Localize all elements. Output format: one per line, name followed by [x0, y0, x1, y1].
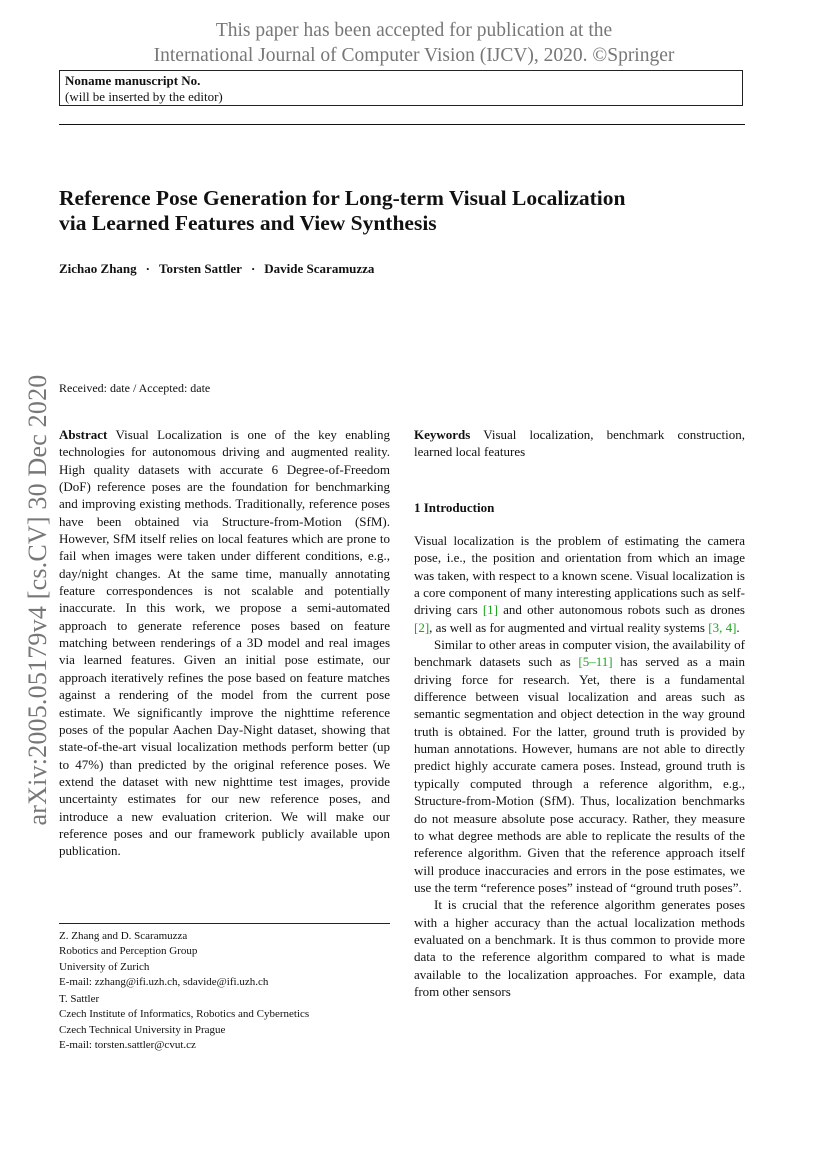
paper-title-line-2: via Learned Features and View Synthesis	[59, 211, 437, 235]
abstract-paragraph	[59, 426, 390, 860]
intro-text: Visual localization is the problem of estimating the camera pose, i.e., the position and orientation from which an image was taken, with respect to a known scene. Visual localization is a core component of many interesting applications such as self-driving cars	[414, 533, 745, 618]
author-separator: ·	[250, 261, 256, 276]
affiliation-block-2	[59, 992, 390, 1054]
arxiv-stamp-text: arXiv:2005.05179v4 [cs.CV] 30 Dec 2020	[23, 374, 52, 826]
author-list	[59, 261, 374, 277]
manuscript-box	[59, 70, 743, 106]
manuscript-subtitle: (will be inserted by the editor)	[65, 89, 223, 104]
intro-text: has served as a main driving force for research. Yet, there is a fundamental difference between visual localization and areas such as semantic segmentation and object detection in the way ground truth is obtained. For the latter, ground truth is provided by human annotations. However, humans are not able to directly predict highly accurate camera poses. Instead, ground truth is typically computed through a reference algorithm, e.g., Structure-from-Motion (SfM). Thus, localization benchmarks do not measure absolute pose accuracy. Rather, they measure to what degree methods are able to replicate the results of the reference algorithm. Given that the reference approach itself will produce inaccuracies and errors in the pose estimates, we use the term “reference poses” instead of “ground truth poses”.	[414, 654, 745, 895]
intro-paragraph-1	[414, 532, 745, 636]
intro-text: , as well as for augmented and virtual reality systems	[429, 619, 709, 635]
section-heading: 1 Introduction	[414, 500, 495, 515]
author-separator: ·	[145, 261, 151, 276]
citation-link[interactable]: [1]	[482, 602, 498, 618]
affiliation-line: Czech Institute of Informatics, Robotics and Cybernetics	[59, 1008, 310, 1021]
affiliation-line: University of Zurich	[59, 960, 150, 973]
manuscript-title: Noname manuscript No.	[65, 73, 201, 88]
abstract-label: Abstract	[59, 427, 108, 442]
abstract-section	[59, 426, 390, 860]
affiliation-line: Czech Technical University in Prague	[59, 1023, 226, 1036]
intro-text: .	[736, 619, 740, 635]
footnote-rule	[59, 923, 390, 924]
author-name: Davide Scaramuzza	[264, 261, 375, 276]
keywords-text: Visual localization, benchmark construction, learned local features	[414, 427, 745, 460]
affiliation-block-1	[59, 929, 390, 991]
citation-link[interactable]: [5–11]	[578, 654, 613, 670]
notice-line-1: This paper has been accepted for publication at the	[215, 20, 613, 41]
publication-notice	[0, 18, 828, 68]
intro-text: and other autonomous robots such as drones	[497, 602, 745, 618]
author-name: Torsten Sattler	[159, 261, 242, 276]
notice-line-2: International Journal of Computer Vision (IJCV), 2020. ©Springer	[153, 45, 675, 66]
affiliation-line: Robotics and Perception Group	[59, 945, 198, 958]
citation-link[interactable]: [2]	[414, 619, 430, 635]
author-name: Zichao Zhang	[59, 261, 137, 276]
intro-text: Similar to other areas in computer vision, the availability of benchmark datasets such as	[414, 637, 745, 670]
affiliation-email: E-mail: zzhang@ifi.uzh.ch, sdavide@ifi.uzh.ch	[59, 976, 269, 989]
affiliation-line: T. Sattler	[59, 993, 100, 1005]
keywords-label: Keywords	[414, 427, 471, 442]
abstract-text: Visual Localization is one of the key enabling technologies for autonomous driving and augmented reality. High quality datasets with accurate 6 Degree-of-Freedom (DoF) reference poses are the foundation for benchmarking and improving existing methods. Traditionally, reference poses have been obtained via Structure-from-Motion (SfM). However, SfM itself relies on local features which are prone to fail when images were taken under different conditions, e.g., day/night changes. At the same time, manually annotating feature correspondences is not scalable and potentially inaccurate. In this work, we propose a semi-automated approach to generate reference poses based on feature matching between renderings of a 3D model and real images via learned features. Given an initial pose estimate, our approach iteratively refines the pose based on feature matches against a rendering of the model from the current pose estimate. We significantly improve the nighttime reference poses of the popular Aachen Day-Night dataset, showing that state-of-the-art visual localization methods perform better (up to 47%) than predicted by the original reference poses. We extend the dataset with new nighttime test images, provide uncertainty estimates for our new reference poses, and introduce a new evaluation criterion. We will make our reference poses and our framework publicly available upon publication.	[59, 427, 390, 859]
keywords-section	[414, 426, 745, 461]
received-date: Received: date / Accepted: date	[59, 381, 211, 395]
paper-title-line-1: Reference Pose Generation for Long-term Visual Localization	[59, 186, 626, 210]
intro-paragraph-3: It is crucial that the reference algorithm generates poses with a higher accuracy than the actual localization methods evaluated on a benchmark. It is thus common to provide more data to the reference algorithm compared to what is made available to the localization approaches. For example, data from other sensors	[414, 897, 745, 999]
affiliation-line: Z. Zhang and D. Scaramuzza	[59, 930, 188, 942]
intro-paragraph-2	[414, 636, 745, 896]
citation-link[interactable]: [3, 4]	[708, 619, 737, 635]
header-rule	[59, 124, 745, 125]
keywords-paragraph	[414, 426, 745, 461]
introduction-body	[414, 532, 745, 1000]
affiliation-email: E-mail: torsten.sattler@cvut.cz	[59, 1039, 196, 1052]
paper-title	[59, 186, 759, 236]
